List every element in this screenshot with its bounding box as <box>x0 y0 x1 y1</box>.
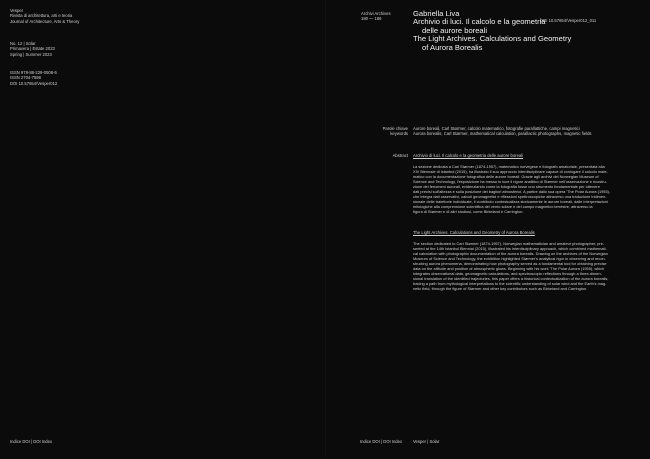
author-name: Gabriella Liva <box>413 9 460 18</box>
abstract-it-line: dati precisi sull'altezza e sulla posizione dei bagliori atmosferici. A partire dallo sua opera 'The Polar Aurora (1955), <box>413 189 610 195</box>
keywords-en: Aurora borealis, Carl Størmer, mathematical calculation, parallactic photographs, magnetic fields <box>413 131 592 137</box>
abstract-english <box>413 241 643 291</box>
keywords-it: Aurore boreali, Carl Størmer, calcolo matematico, fotografie parallattiche, campi magnetici <box>413 126 580 131</box>
abstract-en-title: The Light Archives. Calculations and Geometry of Aurora Borealis <box>413 230 535 235</box>
title-italian-line-2: delle aurore boreali <box>422 25 488 35</box>
abstract-it-line: zione dei fenomeni aurorali, evidenziando come la fotografia fosse uno strumento fondamentale per ottenere <box>413 184 600 190</box>
section-label <box>361 11 401 22</box>
keywords-label-en: keywords <box>390 131 408 137</box>
title-english-line-1: The Light Archives. Calculations and Geometry <box>413 34 572 44</box>
abstract-en-line: Museum of Science and Technology, the exhibition highlighted Størmer's analytical rigor in observing and recon- <box>413 256 606 262</box>
abstract-it-line: La sezione dedicata a Carl Størmer (1874-1957), matematico norvegese e fotografo amatoriale, presentata alla <box>413 164 605 169</box>
abstract-en-line: netic field, through the figure of Størmer and other key contributors such as Birkeland and Carrington. <box>413 286 588 292</box>
abstract-it-line: che integra dati osservativi, calcoli geomagnetici e riflessioni spettroscopiche attraverso una traduzione tridimen- <box>413 194 607 200</box>
abstract-it-title: Archivio di luci. Il calcolo e la geometria delle aurore boreali <box>413 153 524 158</box>
doi-journal: DOI 10.57654/Vesper012 <box>10 80 58 86</box>
abstract-en-line: structing aurora phenomena, demonstrating how photography served as a fundamental tool for obtaining precise <box>413 261 607 267</box>
isbn: ISSN 978-88-229-0508-5 <box>10 70 57 75</box>
issue-season-en: Spring | Summer 2023 <box>10 51 52 57</box>
issue-season-it: Primavera | Estate 2023 <box>10 46 55 52</box>
right-footer-index: Indice DOI | DOI Index <box>360 439 403 444</box>
abstract-en-line: sional translation of the identified trajectories, this paper offers a historical contextualization of the aurora borealis, <box>413 276 609 282</box>
abstract-it-line: Science and Technology, l'esposizione ha messo in luce il rigore analitico di Størmer nell'osservazione e ricostru- <box>413 179 608 185</box>
issue-info <box>10 41 170 57</box>
abstract-it-line: mitologiche alla comprensione scientifica del vento solare e del campo magnetico terrestre, attraverso la <box>413 204 593 210</box>
title-italian-line-1: Archivio di luci. Il calcolo e la geometria <box>413 17 546 27</box>
abstract-italian <box>413 164 643 214</box>
abstract-en-line: integrates observational data, geomagnetic calculations, and spectroscopic reflections through a three-dimen- <box>413 271 602 277</box>
abstract-label: Abstract <box>392 153 408 158</box>
abstract-it-line: figura di Størmer e di altri studiosi, come Birkeland e Carrington. <box>413 209 524 215</box>
identifiers <box>10 70 170 86</box>
issue-number: No. 12 | Solar <box>10 41 36 46</box>
article-heading <box>413 10 613 52</box>
abstract-en-line: sented at the 14th Istanbul Biennial (2015), illustrated his interdisciplinary approach, which combined mathemati- <box>413 246 607 252</box>
journal-name: Vesper <box>10 8 24 13</box>
keywords-label <box>353 126 408 137</box>
abstract-en-line: cal calculation with photographic documentation of the aurora borealis. Drawing on the archives of the Norwegian <box>413 251 608 257</box>
keywords <box>413 126 643 137</box>
keywords-label-it: Parole chiave <box>382 126 408 131</box>
page-gutter <box>325 0 326 459</box>
right-footer-running-head: Vesper | Solar <box>413 439 440 444</box>
abstract-it-line: sionale delle traiettorie individuate, il contributo contestualizza storicamente le aurore boreali, dalle interpretazioni <box>413 199 608 205</box>
journal-subtitle-it: Rivista di architettura, arti e teoria <box>10 13 73 19</box>
abstract-en-line: tracing a path from mythological interpretations to the scientific understanding of solar wind and the Earth's mag- <box>413 281 607 287</box>
section-name: Archivi Archives <box>361 11 391 16</box>
article-doi: DOI 10.57654/Vesper012_011 <box>540 18 597 23</box>
abstract-it-line: matico con la documentazione fotografica delle aurore boreali. Grazie agli archivi del Norwegian Museum of <box>413 174 599 180</box>
abstract-en-line: The section dedicated to Carl Størmer (1874-1957), Norwegian mathematician and amateur photographer, pre- <box>413 241 605 246</box>
journal-subtitle-en: Journal of Architecture, Arts & Theory <box>10 18 80 24</box>
journal-masthead <box>10 8 170 24</box>
abstract-en-line: data on the altitude and position of atmospheric glows. Beginning with his work 'The Polar Aurora (1955), which <box>413 266 605 272</box>
left-footer: Indice DOI | DOI Index <box>10 439 53 444</box>
issn: ISSN 2704-7598 <box>10 75 41 81</box>
title-english-line-2: of Aurora Borealis <box>422 42 483 52</box>
abstract-it-line: XIV Biennale di Istanbul (2015), ha illustrato il suo approccio interdisciplinare capace di coniugare il calcolo mate- <box>413 169 608 175</box>
page-range: 180 — 186 <box>361 16 382 22</box>
